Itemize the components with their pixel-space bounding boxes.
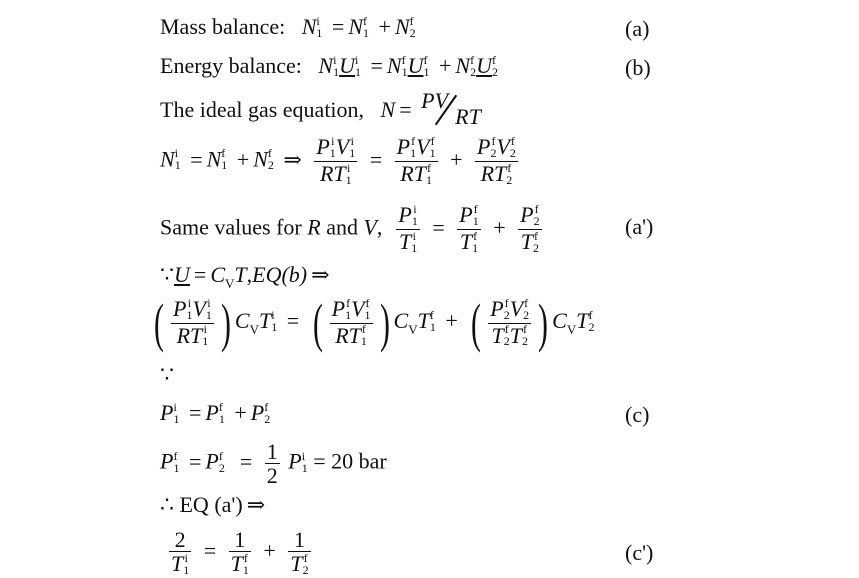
- therefore-line: ∴ EQ (a') ⇒: [160, 492, 266, 517]
- ideal-gas-line: The ideal gas equation, N = PV RT: [160, 92, 521, 132]
- equation-tag-a-prime: (a'): [625, 214, 654, 239]
- equation-tag-a: (a): [625, 16, 650, 41]
- combined-equation-line: N i 1 = N f 1 + N f 2 ⇒ P i 1 V i 1 RT i 1 = P f 1 V f 1 RT f 1 + P f 2 V f 2 RT f 2: [160, 133, 516, 187]
- energy-expansion-line: ( P i 1 V i 1 RT i 1 ) $C_VT$ i 1 = ( P f 1 V f 1 RT f 1 ) $C_VT$ f 1 + ( P f 2 V f 2 T f 2 T f 2 ) $C_VT$ f 2: [154, 293, 595, 353]
- same-values-label: Same values for: [160, 214, 302, 240]
- eqb-label: EQ(b): [252, 262, 308, 287]
- half-numerator: 1: [266, 439, 278, 464]
- ideal-gas-label: The ideal gas equation,: [160, 97, 365, 123]
- same-values-line: Same values for R and V, P i 1 T i 1 = P f 1 T f 1 + P f 2 T f 2: [160, 201, 540, 255]
- equation-tag-c-prime: (c'): [625, 540, 654, 565]
- ideal-gas-fraction: PV RT: [421, 88, 481, 129]
- mass-balance-line: Mass balance: N i 1 = N f 1 + N f 2: [160, 13, 416, 40]
- one-numerator-b: 1: [288, 528, 310, 552]
- pressure-result: = 20 bar: [313, 448, 387, 474]
- energy-balance-label: Energy balance:: [160, 53, 302, 78]
- because-symbol: ∵: [160, 262, 174, 287]
- because-symbol-alone: ∵: [160, 362, 174, 387]
- energy-balance-line: Energy balance: N i 1 U i 1 = N f 1 U f 1 + N f 2 U f 2: [160, 52, 498, 79]
- two-numerator: 2: [169, 528, 191, 552]
- one-numerator-a: 1: [229, 528, 251, 552]
- equation-tag-c: (c): [625, 402, 650, 427]
- mass-balance-label: Mass balance:: [160, 14, 286, 39]
- therefore-label: ∴ EQ (a'): [160, 492, 243, 517]
- temperature-equation-line: 2 T i 1 = 1 T f 1 + 1 T f 2: [171, 527, 309, 578]
- because-line: ∵U = $C_VT,EQ(b)$ ⇒: [160, 262, 330, 291]
- equation-tag-b: (b): [625, 55, 651, 80]
- half-denominator: 2: [266, 463, 278, 489]
- pressure-sum-line: P i 1 = P f 1 + P f 2: [160, 399, 271, 426]
- pressure-value-line: P f 1 = P f 2 = $\frac{1}{2}$ P i 1 = 20 bar: [160, 439, 387, 489]
- and-label: and: [326, 214, 358, 240]
